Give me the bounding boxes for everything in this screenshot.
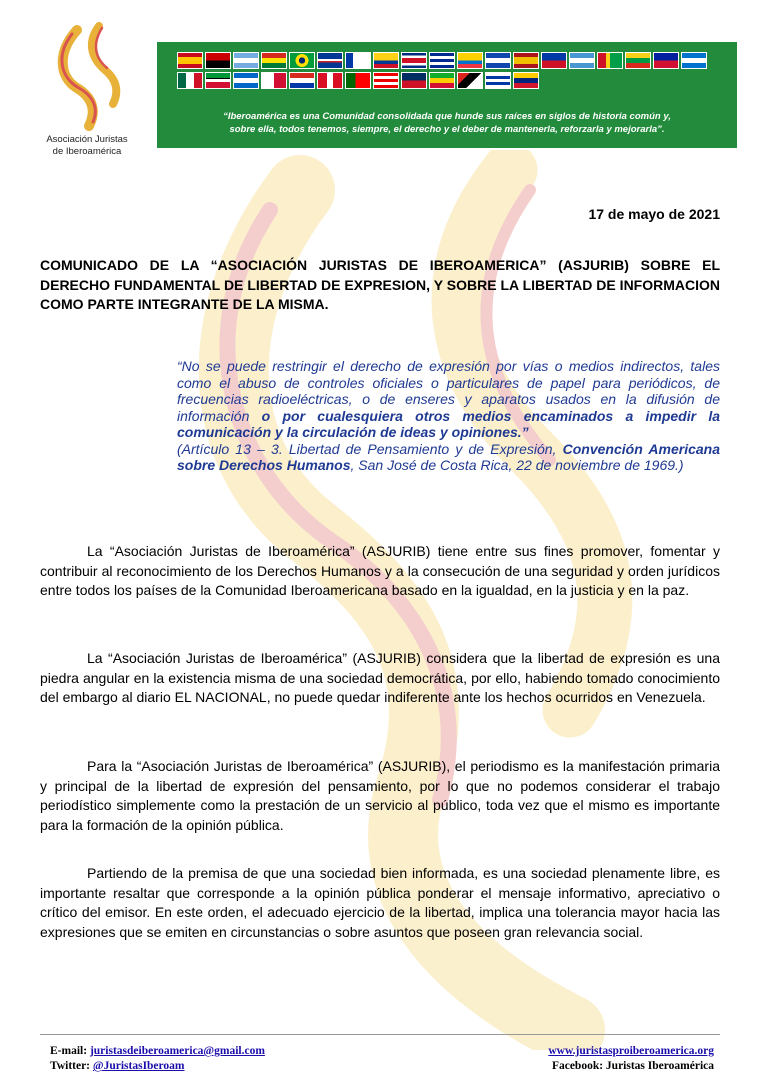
flag-icon (401, 52, 427, 69)
quote-citation-end: , San José de Costa Rica, 22 de noviembre de 1969.) (350, 457, 684, 473)
flag-icon (261, 52, 287, 69)
facebook-text: Facebook: Juristas Iberoamérica (551, 1060, 714, 1072)
motto-line1: “Iberoamérica es una Comunidad consolidada que hunde sus raíces en siglos de historia común y, (223, 111, 671, 122)
flag-icon (429, 52, 455, 69)
flag-icon (177, 52, 203, 69)
flag-icon (401, 72, 427, 89)
association-logo (28, 22, 146, 172)
flag-icon (513, 72, 539, 89)
legal-quote (177, 358, 720, 474)
flag-icon (177, 72, 203, 89)
flag-icon (597, 52, 623, 69)
email-label: E-mail: (50, 1045, 88, 1057)
quote-text: “No se puede restringir el derecho de expresión por vías o medios indirectos, tales como el abuso de controles oficiales o particulares de papel para periódicos, de frecuencias radioeléctricas, o de enseres y aparatos usados en la difusión de información (177, 358, 720, 424)
email-link[interactable]: juristasdeiberoamerica@gmail.com (89, 1045, 265, 1057)
flag-icon (317, 72, 343, 89)
flag-icon (513, 52, 539, 69)
flag-icon (233, 52, 259, 69)
flag-icon (681, 52, 707, 69)
flag-icon (289, 72, 315, 89)
flag-icon (457, 72, 483, 89)
flag-icon (485, 52, 511, 69)
paragraph: Para la “Asociación Juristas de Iberoamérica” (ASJURIB), el periodismo es la manifestación primaria y principal de la libertad de expresión del pensamiento, por lo que no podemos considerar el trabajo periodístico simplemente como la prestación de un servicio al público, toda vez que el mismo es importante para la formación de la opinión pública. (40, 758, 720, 833)
flag-icon (205, 52, 231, 69)
flag-icon (345, 72, 371, 89)
paragraph: Partiendo de la premisa de que una sociedad bien informada, es una sociedad plenamente libre, es importante resaltar que corresponde a la opinión pública ponderar el mensaje informativo, apreciativo o crítico del emisor. En este orden, el adecuado ejercicio de la libertad, implica una tolerancia mayor hacia las expresiones que se emiten en circunstancias o sobre asuntos que poseen gran relevancia social. (40, 865, 720, 940)
flag-icon (429, 72, 455, 89)
document-date: 17 de mayo de 2021 (588, 206, 720, 222)
footer-web (548, 1044, 714, 1074)
paragraph: La “Asociación Juristas de Iberoamérica” (ASJURIB) considera que la libertad de expresión es una piedra angular en la existencia misma de una sociedad democrática, por ello, habiendo tomado conocimiento del embargo al diario EL NACIONAL, no puede quedar indiferente ante los hechos ocurridos en Venezuela. (40, 650, 720, 705)
motto (165, 110, 729, 136)
flag-icon (625, 52, 651, 69)
flag-icon (317, 52, 343, 69)
quote-text-bold: o por cualesquiera otros medios encaminados a impedir la comunicación y la circulación de ideas y opiniones.” (177, 407, 721, 440)
flag-icon (373, 72, 399, 89)
twitter-label: Twitter: (50, 1060, 91, 1072)
flags-row (177, 52, 717, 89)
motto-line2: sobre ella, todos tenemos, siempre, el derecho y el deber de mantenerla, reforzarla y mejorarla”. (229, 124, 665, 135)
flag-icon (485, 72, 511, 89)
footer-contact (50, 1044, 265, 1074)
flag-icon (205, 72, 231, 89)
header-banner (157, 42, 737, 148)
twitter-link[interactable]: @JuristasIberoam (92, 1060, 185, 1072)
flag-icon (289, 52, 315, 69)
flag-icon (261, 72, 287, 89)
flag-icon (233, 72, 259, 89)
footer-divider (40, 1034, 720, 1035)
quote-citation: (Artículo 13 – 3. Libertad de Pensamiento y de Expresión, (177, 440, 557, 457)
quote-citation-source: Convención Americana sobre Derechos Humanos (177, 440, 721, 473)
flag-icon (569, 52, 595, 69)
paragraph: La “Asociación Juristas de Iberoamérica” (ASJURIB) tiene entre sus fines promover, fomentar y contribuir al reconocimiento de los Derechos Humanos y a la consecución de una seguridad y orden jurídicos entre todos los países de la Comunidad Iberoamericana basado en la igualdad, en la justicia y en la paz. (40, 543, 720, 598)
document-title: COMUNICADO DE LA “ASOCIACIÓN JURISTAS DE IBEROAMERICA” (ASJURIB) SOBRE EL DERECHO FUNDAMENTAL DE LIBERTAD DE EXPRESION, Y SOBRE LA LIBERTAD DE INFORMACION COMO PARTE INTEGRANTE DE LA MISMA. (40, 257, 720, 312)
flag-icon (373, 52, 399, 69)
flag-icon (541, 52, 567, 69)
flag-icon (345, 52, 371, 69)
flag-icon (457, 52, 483, 69)
flag-icon (653, 52, 679, 69)
logo-caption-line1: Asociación Juristas (46, 134, 128, 145)
website-link[interactable]: www.juristasproiberoamerica.org (548, 1045, 714, 1057)
logo-emblem-icon (47, 22, 127, 132)
logo-caption-line2: de Iberoamérica (52, 146, 122, 157)
